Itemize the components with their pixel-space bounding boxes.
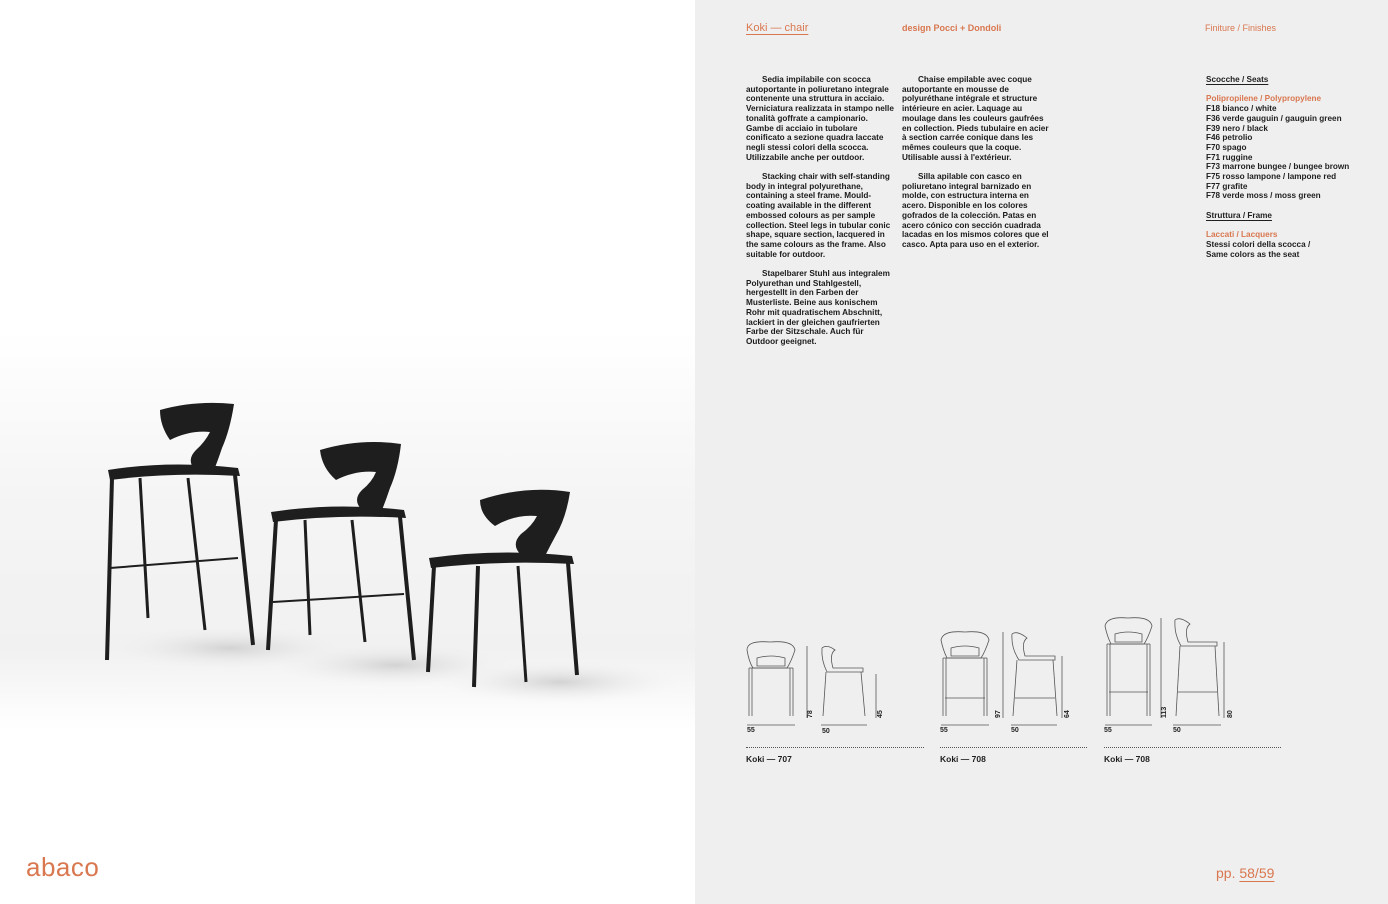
seat-color-item: F73 marrone bungee / bungee brown [1206, 162, 1350, 172]
bar-stool-medium [268, 442, 414, 660]
dim-width: 55 [1104, 727, 1112, 734]
model-label: Koki — 708 [1104, 754, 1150, 764]
drawing-708-front [941, 632, 989, 725]
description-en: Stacking chair with self-standing body in integral polyurethane, containing a steel frame. Mould-coating available in the different embossed colours as per sample collection. Steel legs in tubular conic shape, square section, lacquered in the same colours as the frame. Also suitable for outdoor. [746, 172, 891, 259]
seat-color-item: F78 verde moss / moss green [1206, 191, 1321, 201]
drawing-707-front [747, 642, 795, 725]
seat-color-item: F18 bianco / white [1206, 104, 1277, 114]
technical-drawings [695, 610, 1388, 740]
page-prefix: pp. [1216, 865, 1236, 881]
frame-material: Laccati / Lacquers [1206, 230, 1278, 240]
dim-depth: 50 [1011, 727, 1019, 734]
drawing-708-tall-front [1105, 618, 1152, 725]
dim-seat-height: 80 [1227, 710, 1234, 718]
description-es: Silla apilable con casco en poliuretano integral barnizado en molde, con estructura interna en acero. Disponible en los colores gofrados de la colección. Patas en acero cónico con sección cuadrada lacadas en los mismos colores que el casco. Apta para uso en el exterior. [902, 172, 1049, 249]
frame-title: Struttura / Frame [1206, 210, 1272, 220]
dim-height: 113 [1161, 706, 1168, 718]
description-column-2 [902, 75, 1052, 259]
dim-height: 78 [807, 710, 814, 718]
chairs-illustration [0, 330, 695, 730]
seat-color-item: F39 nero / black [1206, 123, 1268, 133]
seat-color-item: F70 spago [1206, 142, 1247, 152]
divider [1104, 747, 1281, 748]
right-page [695, 0, 1388, 904]
seat-color-item: F46 petrolio [1206, 133, 1253, 143]
dim-width: 55 [940, 727, 948, 734]
seat-color-item: F71 ruggine [1206, 152, 1253, 162]
drawing-708-side [1003, 632, 1062, 725]
finishes-heading: Finiture / Finishes [1205, 23, 1277, 33]
product-title: Koki — chair [746, 22, 809, 34]
drawing-708-tall-side [1161, 618, 1224, 725]
seat-color-list [1206, 104, 1376, 201]
model-label: Koki — 707 [746, 754, 792, 764]
seat-color-item: F36 verde gauguin / gauguin green [1206, 113, 1342, 123]
dim-height: 97 [995, 710, 1002, 718]
finishes-list [1206, 75, 1376, 259]
dim-seat-height: 64 [1064, 710, 1071, 718]
description-it: Sedia impilabile con scocca autoportante in poliuretano integrale contenente una struttura in acciaio. Verniciatura realizzata in stampo nelle tonalità goffrate a campionario. Gambe di acciaio in tubolare conificato a sezione quadra laccate negli stessi colori della scocca. Utilizzabile anche per outdoor. [746, 75, 894, 162]
dim-seat-height: 45 [877, 710, 884, 718]
dim-depth: 50 [822, 728, 830, 735]
description-fr: Chaise empilable avec coque autoportante en mousse de polyuréthane intégrale et structure intérieure en acier. Laquage au moulage dans les couleurs gaufrées en collection. Pieds tubulaire en acier à section carrée conique dans les mêmes couleurs que la coque. Utilisable aussi à l'extérieur. [902, 75, 1049, 162]
dim-depth: 50 [1173, 727, 1181, 734]
divider [940, 747, 1087, 748]
product-photo [0, 330, 695, 730]
seat-color-item: F75 rosso lampone / lampone red [1206, 172, 1337, 182]
model-label: Koki — 708 [940, 754, 986, 764]
frame-note: Stessi colori della scocca / Same colors as the seat [1206, 239, 1311, 259]
description-de: Stapelbarer Stuhl aus integralem Polyurethan und Stahlgestell, hergestellt in den Farben der Musterliste. Beine aus konischem Rohr mit quadratischem Abschnitt, lackiert in der gleichen gaufrierten Farbe der Sitzschale. Auch für Outdoor geeignet. [746, 269, 890, 346]
seats-material: Polipropilene / Polypropylene [1206, 94, 1322, 104]
drawing-707-side [807, 646, 876, 725]
page-number: 58/59 [1239, 865, 1275, 881]
bar-stool-tall [107, 403, 253, 660]
seat-color-item: F77 grafite [1206, 181, 1248, 191]
description-column-1 [746, 75, 896, 356]
brand-logo: abaco [26, 852, 100, 882]
seats-title: Scocche / Seats [1206, 75, 1269, 84]
dim-width: 55 [747, 727, 755, 734]
page-numbers [1216, 865, 1274, 881]
divider [746, 747, 924, 748]
designer-credit: design Pocci + Dondoli [902, 23, 1002, 33]
